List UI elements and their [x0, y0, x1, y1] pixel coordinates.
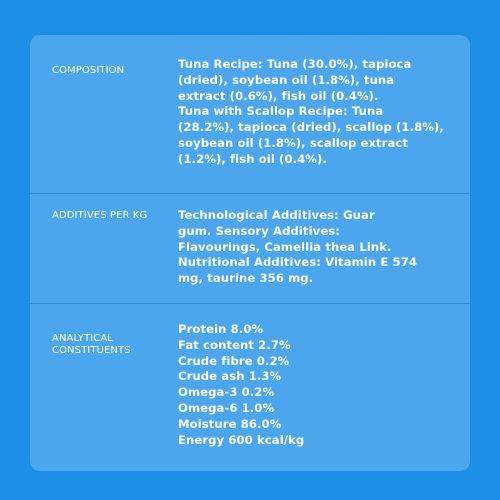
- constituent-line: Fat content 2.7%: [178, 337, 291, 352]
- additives-line: Technological Additives: Guar: [178, 208, 375, 222]
- constituent-line: Crude fibre 0.2%: [178, 353, 290, 368]
- additives-line: gum. Sensory Additives:: [178, 223, 341, 238]
- constituent-line: Omega-6 1.0%: [178, 400, 275, 415]
- analytical-constituents-label: ANALYTICAL CONSTITUENTS: [52, 333, 131, 356]
- composition-line: soybean oil (1.8%), scallop extract: [178, 135, 409, 150]
- composition-text: [178, 57, 468, 168]
- additives-text: [178, 208, 468, 287]
- additives-line: mg, taurine 356 mg.: [178, 271, 314, 286]
- composition-line: (1.2%), fish oil (0.4%).: [178, 151, 327, 166]
- composition-line: Tuna Recipe: Tuna (30.0%), tapioca: [178, 57, 412, 71]
- constituent-line: Protein 8.0%: [178, 322, 264, 336]
- composition-line: Tuna with Scallop Recipe: Tuna: [178, 104, 384, 119]
- composition-label: COMPOSITION: [52, 65, 125, 76]
- constituent-line: Moisture 86.0%: [178, 416, 282, 431]
- nutrition-info-card: [30, 35, 470, 471]
- additives-line: Flavourings, Camellia thea Link.: [178, 239, 392, 254]
- additives-label: ADDITIVES PER KG: [52, 210, 148, 221]
- analytical-constituents-text: [178, 322, 468, 448]
- section-divider: [30, 193, 470, 194]
- constituent-line: Crude ash 1.3%: [178, 369, 282, 384]
- constituent-line: Energy 600 kcal/kg: [178, 432, 305, 447]
- composition-line: (28.2%), tapioca (dried), scallop (1.8%),: [178, 120, 444, 135]
- composition-line: (dried), soybean oil (1.8%), tuna: [178, 72, 395, 87]
- composition-line: extract (0.6%), fish oil (0.4%).: [178, 88, 379, 103]
- constituent-line: Omega-3 0.2%: [178, 385, 275, 400]
- additives-line: Nutritional Additives: Vitamin E 574: [178, 255, 418, 270]
- section-divider: [30, 303, 470, 304]
